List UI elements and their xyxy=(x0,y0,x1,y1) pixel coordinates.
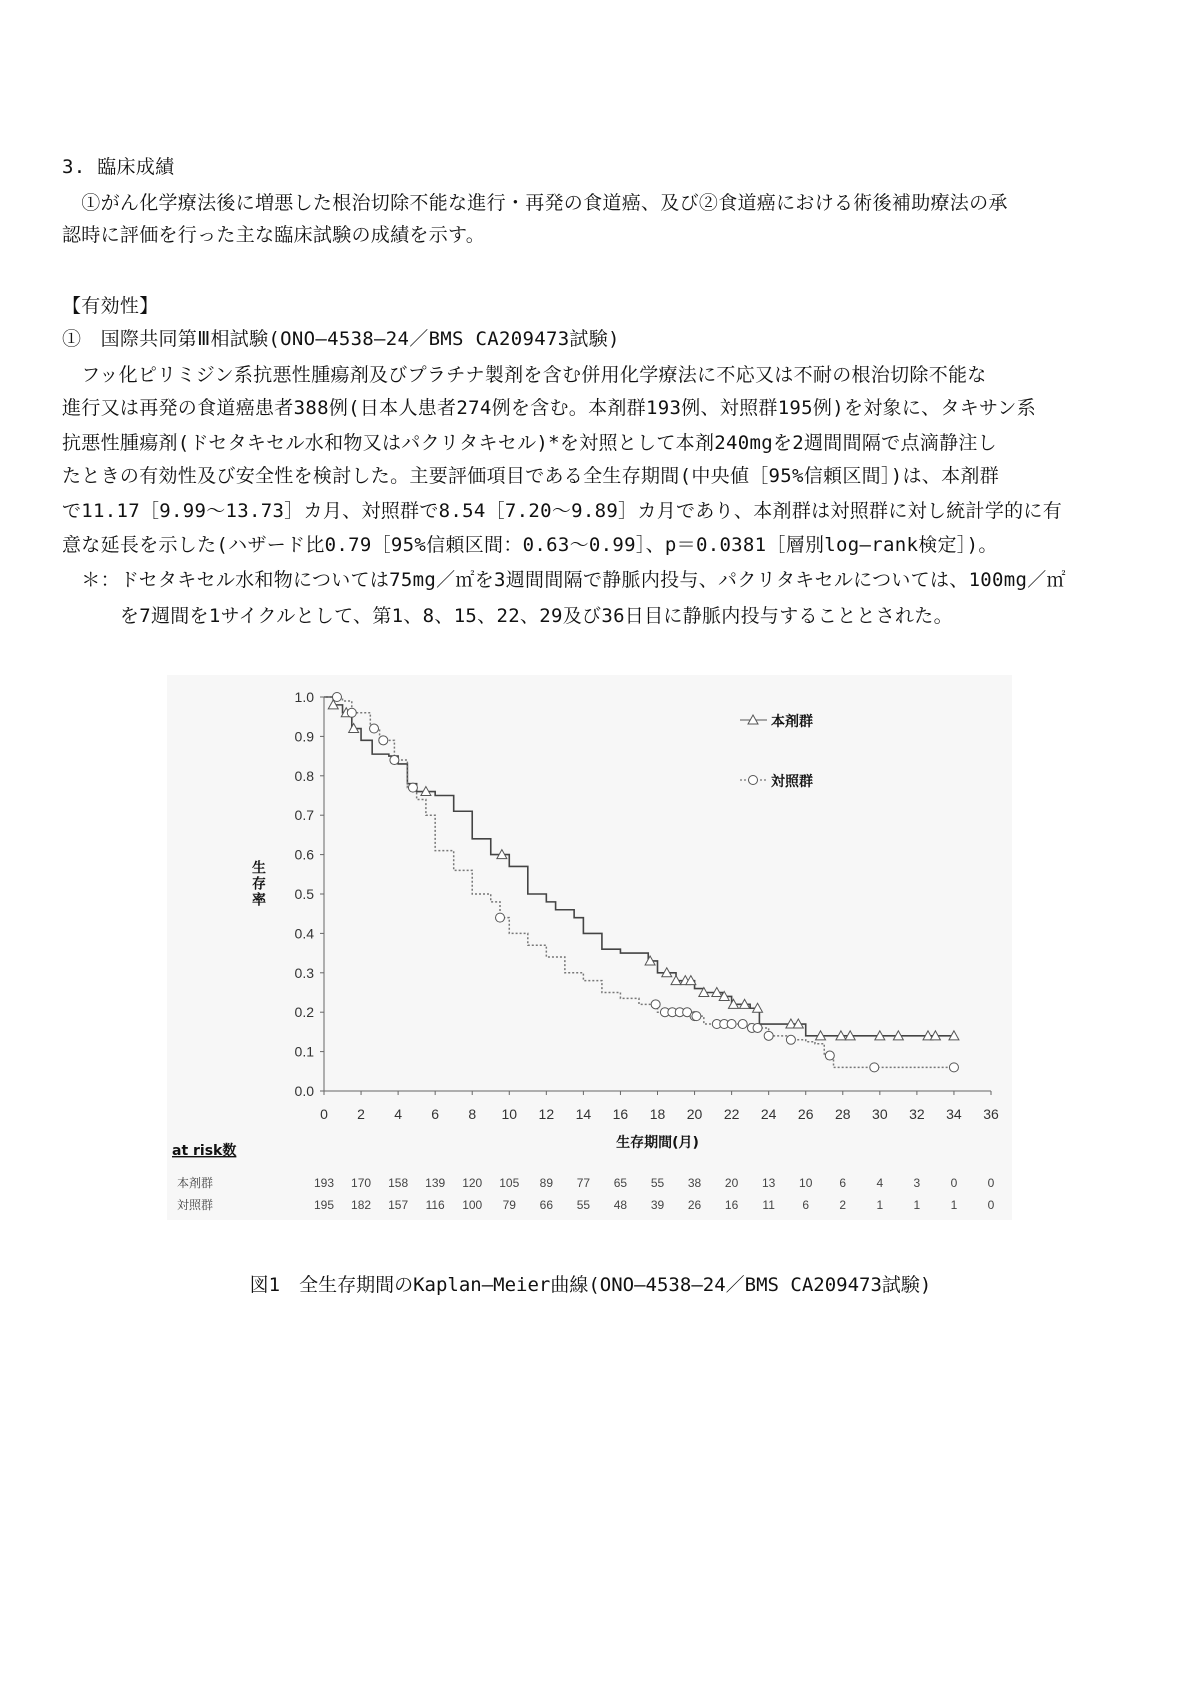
at-risk-count: 10 xyxy=(799,1176,813,1190)
km-curve-control xyxy=(324,697,954,1067)
at-risk-count: 48 xyxy=(613,1198,628,1212)
y-tick-label: 0.6 xyxy=(294,846,314,863)
at-risk-count: 16 xyxy=(724,1198,739,1212)
study-title: ① 国際共同第Ⅲ相試験(ONO—4538—24／BMS CA209473試験) xyxy=(62,328,620,350)
y-tick-label: 0.7 xyxy=(294,807,314,824)
at-risk-count: 6 xyxy=(839,1176,847,1190)
at-risk-count: 20 xyxy=(724,1176,739,1190)
x-tick-label: 30 xyxy=(872,1106,888,1122)
censor-mark xyxy=(408,783,417,792)
km-curve-treatment xyxy=(324,697,954,1036)
footnote-line-1: ＊：ドセタキセル水和物については75mg／㎡を3週間間隔で静脈内投与、パクリタキセルについては、100mg／㎡ xyxy=(62,569,1066,591)
body-line-3: 抗悪性腫瘍剤(ドセタキセル水和物又はパクリタキセル)*を対照として本剤240mgを2週間間隔で点滴静注し xyxy=(62,432,997,454)
x-tick-label: 2 xyxy=(357,1106,365,1122)
at-risk-group-label: 対照群 xyxy=(177,1198,214,1212)
at-risk-count: 0 xyxy=(987,1176,995,1190)
at-risk-count: 11 xyxy=(762,1198,775,1212)
at-risk-count: 55 xyxy=(650,1176,665,1190)
at-risk-count: 65 xyxy=(613,1176,628,1190)
x-tick-label: 24 xyxy=(760,1106,777,1122)
at-risk-count: 116 xyxy=(425,1198,445,1212)
at-risk-group-label: 本剤群 xyxy=(177,1176,214,1190)
at-risk-count: 0 xyxy=(950,1176,958,1190)
at-risk-count: 3 xyxy=(913,1176,921,1190)
y-axis-label: 生存率 xyxy=(250,860,266,908)
censor-mark xyxy=(870,1063,879,1072)
x-tick-label: 14 xyxy=(575,1106,592,1122)
section-title: 3. 臨床成績 xyxy=(62,156,175,178)
legend-label: 本剤群 xyxy=(771,714,813,730)
body-line-1: フッ化ピリミジン系抗悪性腫瘍剤及びプラチナ製剤を含む併用化学療法に不応又は不耐の根治切除不能な xyxy=(62,364,987,386)
efficacy-heading: 【有効性】 xyxy=(62,295,159,317)
censor-mark xyxy=(786,1035,795,1044)
x-tick-label: 0 xyxy=(320,1106,328,1122)
at-risk-count: 6 xyxy=(802,1198,810,1212)
y-tick-label: 0.0 xyxy=(294,1083,314,1099)
x-tick-label: 34 xyxy=(946,1106,962,1122)
x-tick-label: 26 xyxy=(797,1106,814,1122)
y-tick-label: 0.3 xyxy=(294,964,314,981)
x-tick-label: 8 xyxy=(468,1106,477,1122)
x-tick-label: 32 xyxy=(909,1106,925,1122)
censor-mark xyxy=(390,756,399,765)
x-tick-label: 22 xyxy=(723,1106,740,1122)
at-risk-count: 195 xyxy=(313,1198,335,1212)
censor-mark xyxy=(949,1063,958,1072)
legend-marker-circle xyxy=(749,776,758,785)
censor-mark xyxy=(370,724,379,733)
x-tick-label: 4 xyxy=(394,1106,403,1122)
censor-mark xyxy=(496,913,505,922)
x-tick-label: 28 xyxy=(834,1106,851,1122)
at-risk-count: 158 xyxy=(388,1176,409,1190)
at-risk-count: 38 xyxy=(687,1176,702,1190)
kaplan-meier-figure xyxy=(167,675,1012,1220)
y-tick-label: 0.1 xyxy=(294,1043,314,1060)
at-risk-count: 193 xyxy=(313,1176,335,1190)
at-risk-count: 120 xyxy=(462,1176,483,1190)
censor-mark xyxy=(753,1023,762,1032)
at-risk-count: 55 xyxy=(576,1198,591,1212)
y-tick-label: 1.0 xyxy=(294,689,314,705)
at-risk-count: 157 xyxy=(388,1198,409,1212)
at-risk-count: 79 xyxy=(502,1198,516,1212)
at-risk-count: 170 xyxy=(351,1176,372,1190)
intro-line-1: ①がん化学療法後に増悪した根治切除不能な進行・再発の食道癌、及び②食道癌における術後補助療法の承 xyxy=(62,192,1008,214)
intro-line-2: 認時に評価を行った主な臨床試験の成績を示す。 xyxy=(62,224,486,246)
footnote-line-2: を7週間を1サイクルとして、第1、8、15、22、29及び36日目に静脈内投与することとされた。 xyxy=(62,605,953,627)
x-tick-label: 6 xyxy=(431,1106,440,1122)
x-tick-label: 18 xyxy=(649,1106,666,1122)
x-tick-label: 12 xyxy=(538,1106,555,1122)
at-risk-count: 2 xyxy=(839,1198,847,1212)
censor-mark xyxy=(764,1031,773,1040)
y-tick-label: 0.5 xyxy=(294,886,314,902)
at-risk-count: 89 xyxy=(539,1176,554,1190)
at-risk-label: at risk数 xyxy=(172,1143,237,1159)
at-risk-count: 105 xyxy=(499,1176,520,1190)
x-tick-label: 10 xyxy=(501,1106,518,1122)
at-risk-count: 39 xyxy=(650,1198,665,1212)
at-risk-count: 1 xyxy=(913,1198,921,1212)
censor-mark xyxy=(692,1012,701,1021)
x-tick-label: 36 xyxy=(983,1106,999,1122)
censor-mark xyxy=(727,1020,736,1029)
body-line-6: 意な延長を示した(ハザード比0.79［95%信頼区間：0.63～0.99］、p＝0.0381［層別log—rank検定］)。 xyxy=(62,534,998,556)
censor-mark xyxy=(738,1020,747,1029)
x-axis-label: 生存期間(月) xyxy=(616,1135,699,1151)
at-risk-count: 66 xyxy=(539,1198,554,1212)
y-tick-label: 0.8 xyxy=(294,767,314,784)
at-risk-count: 77 xyxy=(576,1176,591,1190)
figure-caption: 図1 全生存期間のKaplan—Meier曲線(ONO—4538—24／BMS CA209473試験) xyxy=(249,1274,932,1296)
at-risk-count: 182 xyxy=(351,1198,372,1212)
x-tick-label: 16 xyxy=(612,1106,629,1122)
at-risk-count: 1 xyxy=(876,1198,884,1212)
y-tick-label: 0.2 xyxy=(294,1004,314,1021)
y-tick-label: 0.4 xyxy=(294,925,314,942)
censor-mark xyxy=(651,1000,660,1009)
at-risk-count: 4 xyxy=(876,1176,884,1190)
at-risk-count: 1 xyxy=(950,1198,958,1212)
legend-label: 対照群 xyxy=(771,774,813,790)
at-risk-count: 0 xyxy=(987,1198,995,1212)
censor-mark xyxy=(347,708,356,717)
body-line-2: 進行又は再発の食道癌患者388例(日本人患者274例を含む。本剤群193例、対照群195例)を対象に、タキサン系 xyxy=(62,397,1036,419)
at-risk-count: 26 xyxy=(687,1198,702,1212)
body-line-5: で11.17［9.99～13.73］カ月、対照群で8.54［7.20～9.89］カ月であり、本剤群は対照群に対し統計学的に有 xyxy=(62,500,1063,522)
censor-mark xyxy=(379,736,388,745)
x-tick-label: 20 xyxy=(686,1106,703,1122)
y-tick-label: 0.9 xyxy=(294,728,314,745)
body-line-4: たときの有効性及び安全性を検討した。主要評価項目である全生存期間(中央値［95%信頼区間］)は、本剤群 xyxy=(62,465,999,487)
censor-mark xyxy=(825,1051,834,1060)
km-chart xyxy=(167,675,1012,1220)
at-risk-count: 100 xyxy=(462,1198,483,1212)
at-risk-count: 139 xyxy=(425,1176,446,1190)
at-risk-count: 13 xyxy=(761,1176,776,1190)
censor-mark xyxy=(332,693,341,702)
